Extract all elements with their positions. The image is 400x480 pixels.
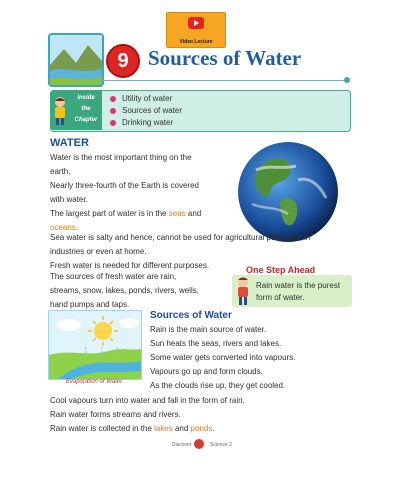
section-heading-water: WATER [50,137,89,149]
list-item: Drinking water [110,117,182,129]
evaporation-caption: Evaporation of Water [65,379,123,385]
video-lecture-label: Video Lecture [179,39,213,45]
title-divider [100,80,348,81]
video-lecture-badge[interactable] [166,12,226,48]
youtube-play-icon [188,17,204,29]
boy-icon [234,276,252,306]
water-intro: Water is the most important thing on the earth. Nearly three-fourth of the Earth is covered with water. The largest part of water is in the seas and oceans. [50,153,202,232]
inside-chapter-tag-text: Inside the Chapter [74,95,98,123]
inside-chapter-list [110,93,182,129]
inside-chapter-tag [50,90,102,130]
footer-left: Discover [172,442,192,448]
divider-dot [344,77,350,83]
chapter-number-badge [106,44,140,78]
chapter-number: 9 [117,50,129,72]
footer-right: Science 2 [210,442,232,448]
chapter-thumbnail-image [48,33,104,87]
list-item: Utility of water [110,93,182,105]
evaporation-image [48,310,142,380]
apple-icon [194,439,204,449]
earth-image [236,140,340,244]
sources-lines: Rain is the main source of water. Sun heats the seas, rivers and lakes. Some water gets converted into vapours. Vapours go up and form clouds. As the clouds rise up, they get cooled. [150,325,296,390]
student-icon [52,96,68,126]
rain-water-text: Cool vapours turn into water and fall in the form of rain. Rain water forms streams and rivers. Rain water is collected in the lakes and ponds. [50,396,245,433]
section-heading-sources: Sources of Water [150,310,232,321]
one-step-ahead-text: Rain water is the purest form of water. [256,281,341,302]
page-title: Sources of Water [148,46,302,70]
sea-water-text: Sea water is salty and hence, cannot be used for agricultural purposes, in industries or even at home. Fresh water is needed for different purposes. [50,233,311,270]
one-step-ahead-title: One Step Ahead [246,265,316,275]
fresh-water-sources-text: The sources of fresh water are rain, streams, snow, lakes, ponds, rivers, wells, hand pumps and taps. [50,272,199,309]
list-item: Sources of water [110,105,182,117]
